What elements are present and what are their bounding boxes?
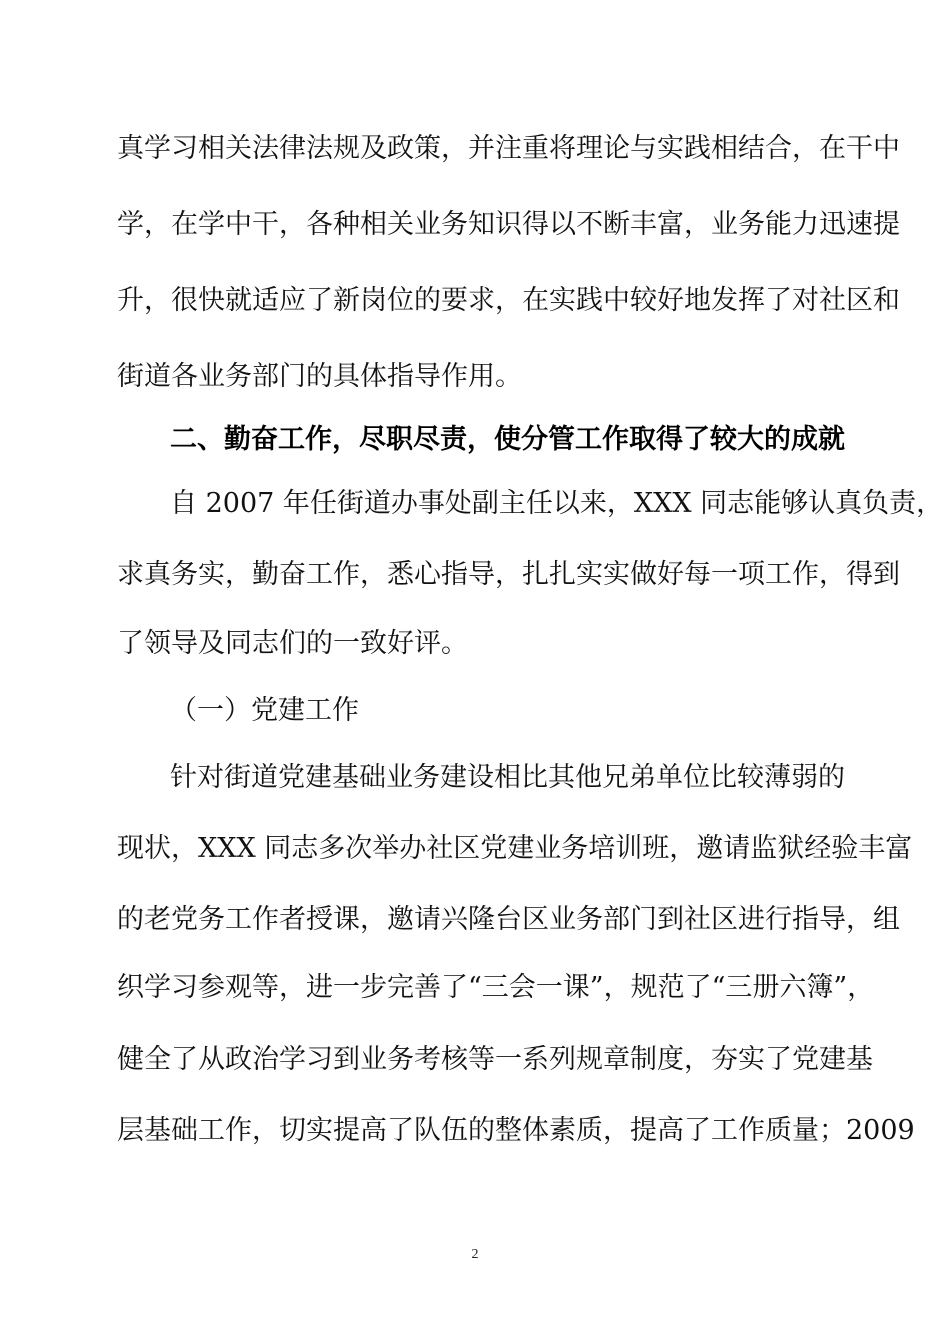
- body-text-line: 层基础工作，切实提高了队伍的整体素质，提高了工作质量；2009: [117, 1115, 915, 1146]
- body-text-line: 织学习参观等，进一步完善了“三会一课”，规范了“三册六簿”，: [117, 972, 875, 1003]
- body-text-line: 现状，XXX 同志多次举办社区党建业务培训班，邀请监狱经验丰富: [117, 833, 913, 864]
- page-number: 2: [471, 1247, 479, 1262]
- subheading: （一）党建工作: [170, 695, 359, 726]
- body-text-line: 的老党务工作者授课，邀请兴隆台区业务部门到社区进行指导，组: [117, 904, 900, 935]
- body-text-line: 升，很快就适应了新岗位的要求，在实践中较好地发挥了对社区和: [117, 285, 900, 316]
- body-text-line: 求真务实，勤奋工作，悉心指导，扎扎实实做好每一项工作，得到: [117, 559, 900, 590]
- body-text-line: 真学习相关法律法规及政策，并注重将理论与实践相结合，在干中: [117, 133, 900, 164]
- body-text-line: 健全了从政治学习到业务考核等一系列规章制度，夯实了党建基: [117, 1044, 873, 1075]
- body-text-line: 街道各业务部门的具体指导作用。: [117, 361, 522, 392]
- body-text-line: 了领导及同志们的一致好评。: [117, 628, 468, 659]
- body-text-line: 学，在学中干，各种相关业务知识得以不断丰富，业务能力迅速提: [117, 209, 900, 240]
- body-text-line: 自 2007 年任街道办事处副主任以来，XXX 同志能够认真负责，: [170, 488, 944, 519]
- section-heading: 二、勤奋工作，尽职尽责，使分管工作取得了较大的成就: [170, 424, 845, 455]
- body-text-line: 针对街道党建基础业务建设相比其他兄弟单位比较薄弱的: [170, 762, 845, 793]
